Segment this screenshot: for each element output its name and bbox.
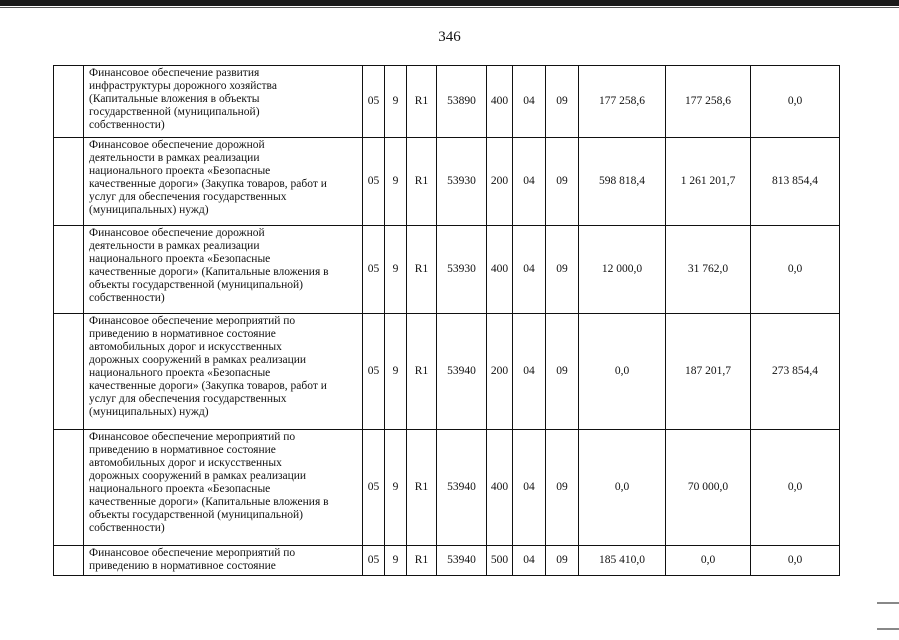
amount-1: 0,0: [579, 430, 666, 546]
amount-2: 70 000,0: [666, 430, 751, 546]
code-subsection: 09: [546, 546, 579, 576]
code-direction: 53940: [437, 430, 487, 546]
code-project: R1: [407, 138, 437, 226]
budget-table: [53, 65, 840, 576]
page-number: 346: [438, 29, 461, 45]
code-section: 04: [513, 430, 546, 546]
code-expense-type: 200: [487, 138, 513, 226]
code-project: R1: [407, 546, 437, 576]
row-description: Финансовое обеспечение дорожной деятельности в рамках реализации национального проекта «Безопасные качественные дороги» (Закупка товаров, работ и услуг для обеспечения государственных (муниципальных) нужд): [84, 138, 363, 226]
amount-1: 0,0: [579, 314, 666, 430]
code-program: 05: [363, 430, 385, 546]
amount-3: 0,0: [751, 226, 840, 314]
amount-1: 177 258,6: [579, 66, 666, 138]
empty-cell: [54, 314, 84, 430]
code-program: 05: [363, 66, 385, 138]
code-direction: 53890: [437, 66, 487, 138]
scan-top-border: [0, 0, 899, 6]
code-program: 05: [363, 314, 385, 430]
code-project: R1: [407, 66, 437, 138]
table-row: [54, 226, 840, 314]
code-expense-type: 400: [487, 226, 513, 314]
code-project: R1: [407, 226, 437, 314]
code-section: 04: [513, 66, 546, 138]
code-section: 04: [513, 314, 546, 430]
code-subprogram: 9: [385, 138, 407, 226]
empty-cell: [54, 226, 84, 314]
amount-2: 31 762,0: [666, 226, 751, 314]
code-direction: 53930: [437, 226, 487, 314]
empty-cell: [54, 546, 84, 576]
code-expense-type: 200: [487, 314, 513, 430]
code-subprogram: 9: [385, 226, 407, 314]
amount-2: 187 201,7: [666, 314, 751, 430]
code-subsection: 09: [546, 314, 579, 430]
empty-cell: [54, 430, 84, 546]
code-section: 04: [513, 546, 546, 576]
code-subsection: 09: [546, 430, 579, 546]
row-description: Финансовое обеспечение мероприятий по приведению в нормативное состояние автомобильных дорог и искусственных дорожных сооружений в рамках реализации национального проекта «Безопасные качественные дороги» (Закупка товаров, работ и услуг для обеспечения государственных (муниципальных) нужд): [84, 314, 363, 430]
scan-margin-mark: [877, 602, 899, 604]
code-expense-type: 400: [487, 66, 513, 138]
row-description: Финансовое обеспечение мероприятий по приведению в нормативное состояние: [84, 546, 363, 576]
amount-3: 0,0: [751, 546, 840, 576]
amount-2: 177 258,6: [666, 66, 751, 138]
code-subprogram: 9: [385, 430, 407, 546]
amount-3: 813 854,4: [751, 138, 840, 226]
code-subprogram: 9: [385, 546, 407, 576]
table-row: [54, 66, 840, 138]
code-section: 04: [513, 226, 546, 314]
row-description: Финансовое обеспечение мероприятий по приведению в нормативное состояние автомобильных дорог и искусственных дорожных сооружений в рамках реализации национального проекта «Безопасные качественные дороги» (Капитальные вложения в объекты государственной (муниципальной) собственности): [84, 430, 363, 546]
code-subsection: 09: [546, 66, 579, 138]
code-program: 05: [363, 546, 385, 576]
code-section: 04: [513, 138, 546, 226]
amount-3: 273 854,4: [751, 314, 840, 430]
code-subsection: 09: [546, 226, 579, 314]
scan-margin-mark: [877, 628, 899, 630]
code-project: R1: [407, 314, 437, 430]
table-row: [54, 314, 840, 430]
empty-cell: [54, 138, 84, 226]
amount-1: 598 818,4: [579, 138, 666, 226]
code-subsection: 09: [546, 138, 579, 226]
scan-top-border-line: [0, 7, 899, 8]
amount-1: 12 000,0: [579, 226, 666, 314]
code-expense-type: 500: [487, 546, 513, 576]
code-direction: 53940: [437, 546, 487, 576]
table-row: [54, 138, 840, 226]
amount-2: 1 261 201,7: [666, 138, 751, 226]
code-program: 05: [363, 138, 385, 226]
amount-3: 0,0: [751, 66, 840, 138]
code-direction: 53930: [437, 138, 487, 226]
row-description: Финансовое обеспечение дорожной деятельности в рамках реализации национального проекта «Безопасные качественные дороги» (Капитальные вложения в объекты государственной (муниципальной) собственности): [84, 226, 363, 314]
code-subprogram: 9: [385, 314, 407, 430]
table-row: [54, 430, 840, 546]
amount-3: 0,0: [751, 430, 840, 546]
code-program: 05: [363, 226, 385, 314]
code-subprogram: 9: [385, 66, 407, 138]
amount-2: 0,0: [666, 546, 751, 576]
table-row: [54, 546, 840, 576]
code-project: R1: [407, 430, 437, 546]
code-expense-type: 400: [487, 430, 513, 546]
row-description: Финансовое обеспечение развития инфраструктуры дорожного хозяйства (Капитальные вложения в объекты государственной (муниципальной) собственности): [84, 66, 363, 138]
amount-1: 185 410,0: [579, 546, 666, 576]
empty-cell: [54, 66, 84, 138]
code-direction: 53940: [437, 314, 487, 430]
